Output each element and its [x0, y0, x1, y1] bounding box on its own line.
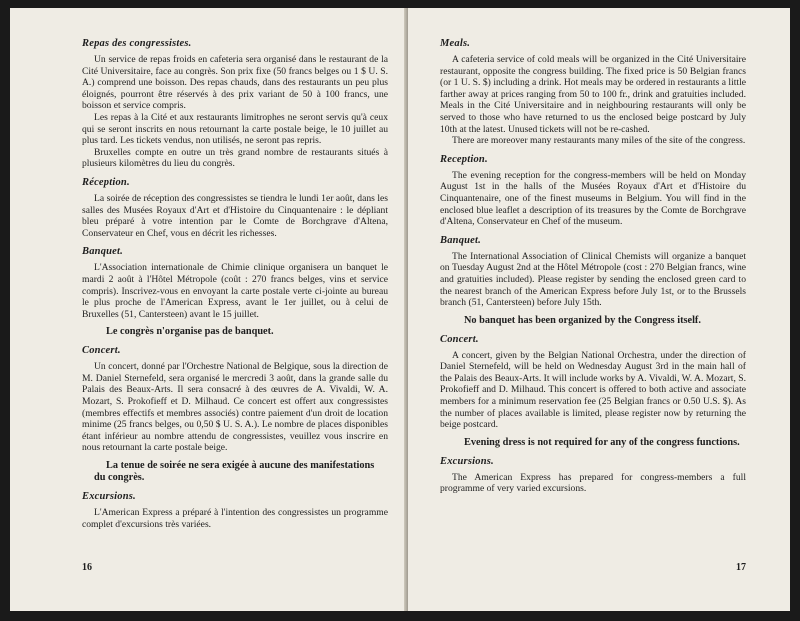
left-page	[10, 8, 408, 611]
paragraph: Un service de repas froids en cafeteria sera organisé dans le restaurant de la Cité Universitaire, face au congrès. Son prix fixe (50 francs belges ou 1 $ U. S. A.) comprend une boisson. Des repas chauds, dans des restaurants un peu plus éloignés, pourront être réservés à des prix variant de 50 à 100 francs, une boisson et service compris.	[82, 54, 388, 112]
paragraph: The International Association of Clinical Chemists will organize a banquet on Tuesday August 2nd at the Hôtel Métropole (cost : 270 Belgian francs, wine and gratuities included). Please register by sending the enclosed green card to the nearest branch of the American Express before July 1st, or to the Brussels branch (51, Cantersteen) before July 15th.	[440, 250, 746, 309]
section-heading: Excursions.	[82, 491, 136, 503]
paragraph: La soirée de réception des congressistes se tiendra le lundi 1er août, dans les salles des Musées Royaux d'Art et d'Histoire du Cinquantenaire : le dépliant bleu préparé à votre intention par le Comte de Borchgrave d'Altena, Conservateur en Chef, vous en décrit les richesses.	[82, 192, 388, 239]
paragraph: There are moreover many restaurants many miles of the site of the congress.	[452, 135, 746, 147]
section-heading: Excursions.	[440, 455, 494, 467]
page-number: 17	[736, 562, 746, 573]
paragraph: Un concert, donné par l'Orchestre National de Belgique, sous la direction de M. Daniel Sternefeld, sera organisé le mercredi 3 août, dans la grande salle du Palais des Beaux-Arts. Il sera consacré à des œuvres de A. Vivaldi, W. A. Mozart, S. Prokofieff et D. Milhaud. Ce concert est offert aux congressistes (membres effectifs et membres associés) contre paiement d'un droit de location minime (25 francs belges, ou 0,50 $ U. S. A.). Le nombre de places disponibles étant inférieur au nombre attendu de congressistes, veuillez vous inscrire en nous retournant la carte postale beige.	[82, 361, 388, 454]
right-page	[408, 8, 790, 611]
paragraph: Bruxelles compte en outre un très grand nombre de restaurants situés à plusieurs kilomètres du lieu du congrès.	[82, 146, 388, 170]
section-heading: Concert.	[440, 333, 479, 345]
page-number: 16	[82, 562, 92, 573]
notice: No banquet has been organized by the Congress itself.	[464, 314, 701, 326]
section-heading: Banquet.	[440, 234, 481, 246]
paragraph: A cafeteria service of cold meals will be organized in the Cité Universitaire restaurant, opposite the congress building. The fixed price is 50 Belgian francs (or 1 U. S. $) including a drink. Hot meals may be ordered in restaurants a little farther away at prices ranging from 50 to 100 fr., drink and gratuities included. Meals in the Cité Universitaire and in neighbouring restaurants will only be served to those who have returned to us the enclosed beige postcard by July 10th at the latest. Unused tickets will not be re-cashed.	[440, 54, 746, 135]
section-heading: Repas des congressistes.	[82, 38, 192, 49]
paragraph: L'Association internationale de Chimie clinique organisera un banquet le mardi 2 août à l'Hôtel Métropole (coût : 270 francs belges, vins et service compris). Inscrivez-vous en envoyant la carte postale verte ci-jointe au bureau le plus proche de l'American Express, avant le 1er juillet, ou à celui de Bruxelles (51, Cantersteen) avant le 15 juillet.	[82, 262, 388, 320]
paragraph: Les repas à la Cité et aux restaurants limitrophes ne seront servis qu'à ceux qui se seront inscrits en nous retournant la carte postale beige, le 10 juillet au plus tard. Les tickets vendus, non utilisés, ne seront pas repris.	[82, 111, 388, 147]
paragraph: L'American Express a préparé à l'intention des congressistes un programme complet d'excursions très variées.	[82, 507, 388, 530]
section-heading: Meals.	[440, 38, 471, 49]
notice: La tenue de soirée ne sera exigée à aucune des manifestations du congrès.	[94, 460, 375, 484]
section-heading: Concert.	[82, 345, 121, 357]
paragraph: A concert, given by the Belgian National Orchestra, under the direction of Daniel Sternefeld, will be held on Wednesday August 3rd in the main hall of the Palais des Beaux-Arts. It will include works by A. Vivaldi, W. A. Mozart, S. Prokofieff and D. Milhaud. This concert is offered to both active and associate members for a minimum reservation fee (25 Belgian francs or 0.50 U.S. $). As the number of places available is limited, please register now by returning the beige postcard.	[440, 349, 746, 431]
section-heading: Réception.	[82, 176, 130, 188]
section-heading: Reception.	[440, 153, 488, 165]
paragraph: The evening reception for the congress-members will be held on Monday August 1st in the halls of the Musées Royaux d'Art et d'Histoire du Cinquantenaire, one of the finest museums in Belgium. You will find in the enclosed blue leaflet a description of its treasures by the Comte de Borchgrave d'Altena, Conservateur en Chef of the museum.	[440, 169, 746, 228]
paragraph: The American Express has prepared for congress-members a full programme of very varied excursions.	[440, 471, 746, 495]
section-heading: Banquet.	[82, 246, 123, 258]
notice: Evening dress is not required for any of the congress functions.	[464, 436, 740, 448]
notice: Le congrès n'organise pas de banquet.	[106, 326, 274, 338]
